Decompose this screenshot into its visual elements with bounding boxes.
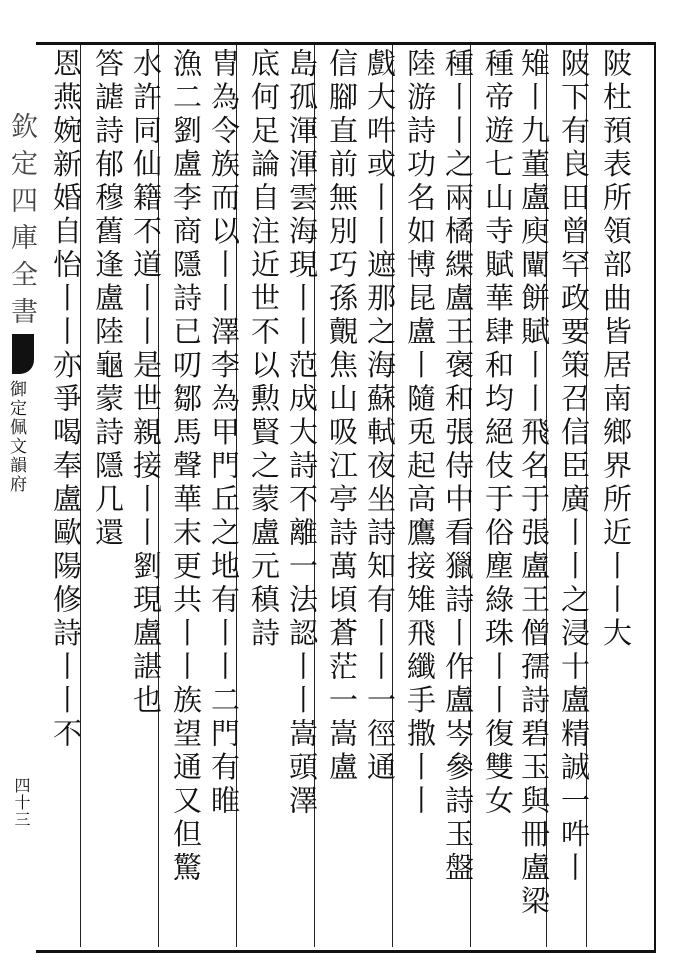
margin-strip bbox=[0, 42, 36, 947]
text-column: 信腳直前無別巧孫覿焦山吸江亭詩萬頃蒼茫一嵩盧 bbox=[325, 48, 359, 785]
text-column: 島孤渾渾雲海現丨丨范成大詩不離一法認丨丨嵩頭澤 bbox=[285, 48, 319, 819]
text-column: 戲大吽或丨丨遮那之海蘇軾夜坐詩知有丨丨一徑通 bbox=[363, 48, 397, 785]
margin-book-title: 御定佩文韻府 bbox=[6, 380, 26, 494]
text-column: 雉丨九董盧庾闡餅賦丨丨飛名于張盧王僧孺詩碧玉與冊盧梁 bbox=[517, 48, 551, 919]
margin-page-number: 四十三 bbox=[12, 777, 31, 828]
text-column: 恩燕婉新婚自怡丨丨亦爭喝奉盧歐陽修詩丨丨不 bbox=[49, 48, 83, 752]
text-column: 答謔詩郁穆舊逢盧陸龜蒙詩隱几還 bbox=[91, 48, 125, 551]
text-column: 陸游詩功名如博昆盧丨隨兎起高鷹接雉飛纖手撒丨丨 bbox=[403, 48, 437, 819]
text-column: 陂杜預表所領部曲皆居南鄉界所近丨丨大 bbox=[599, 48, 633, 651]
margin-top-label: 欽定四庫全書 bbox=[6, 112, 37, 334]
text-column: 漁二劉盧李商隱詩已叨鄒馬聲華末更共丨丨族望通又但驚 bbox=[169, 48, 203, 886]
text-column: 水許同仙籍不道丨丨是世親接丨丨劉現盧諶也 bbox=[129, 48, 163, 718]
text-column: 種丨丨之兩橘緤盧王褒和張侍中看獵詩丨作盧岑參詩玉盤 bbox=[441, 48, 475, 886]
text-column: 種帝遊七山寺賦華肆和均絕伎于俗塵綠珠丨丨復雙女 bbox=[481, 48, 515, 819]
fish-tail-mark bbox=[12, 334, 34, 374]
outer-border-right bbox=[654, 300, 656, 880]
text-column: 陂下有良田曾罕政要策召信臣廣丨丨之浸十盧精誠一吽丨 bbox=[557, 48, 591, 886]
text-column: 底何足論自注近世不以勲賢之蒙盧元稹詩 bbox=[247, 48, 281, 651]
text-column: 胄為令族而以丨丨澤李為甲門丘之地有丨丨二門有睢 bbox=[207, 48, 241, 819]
